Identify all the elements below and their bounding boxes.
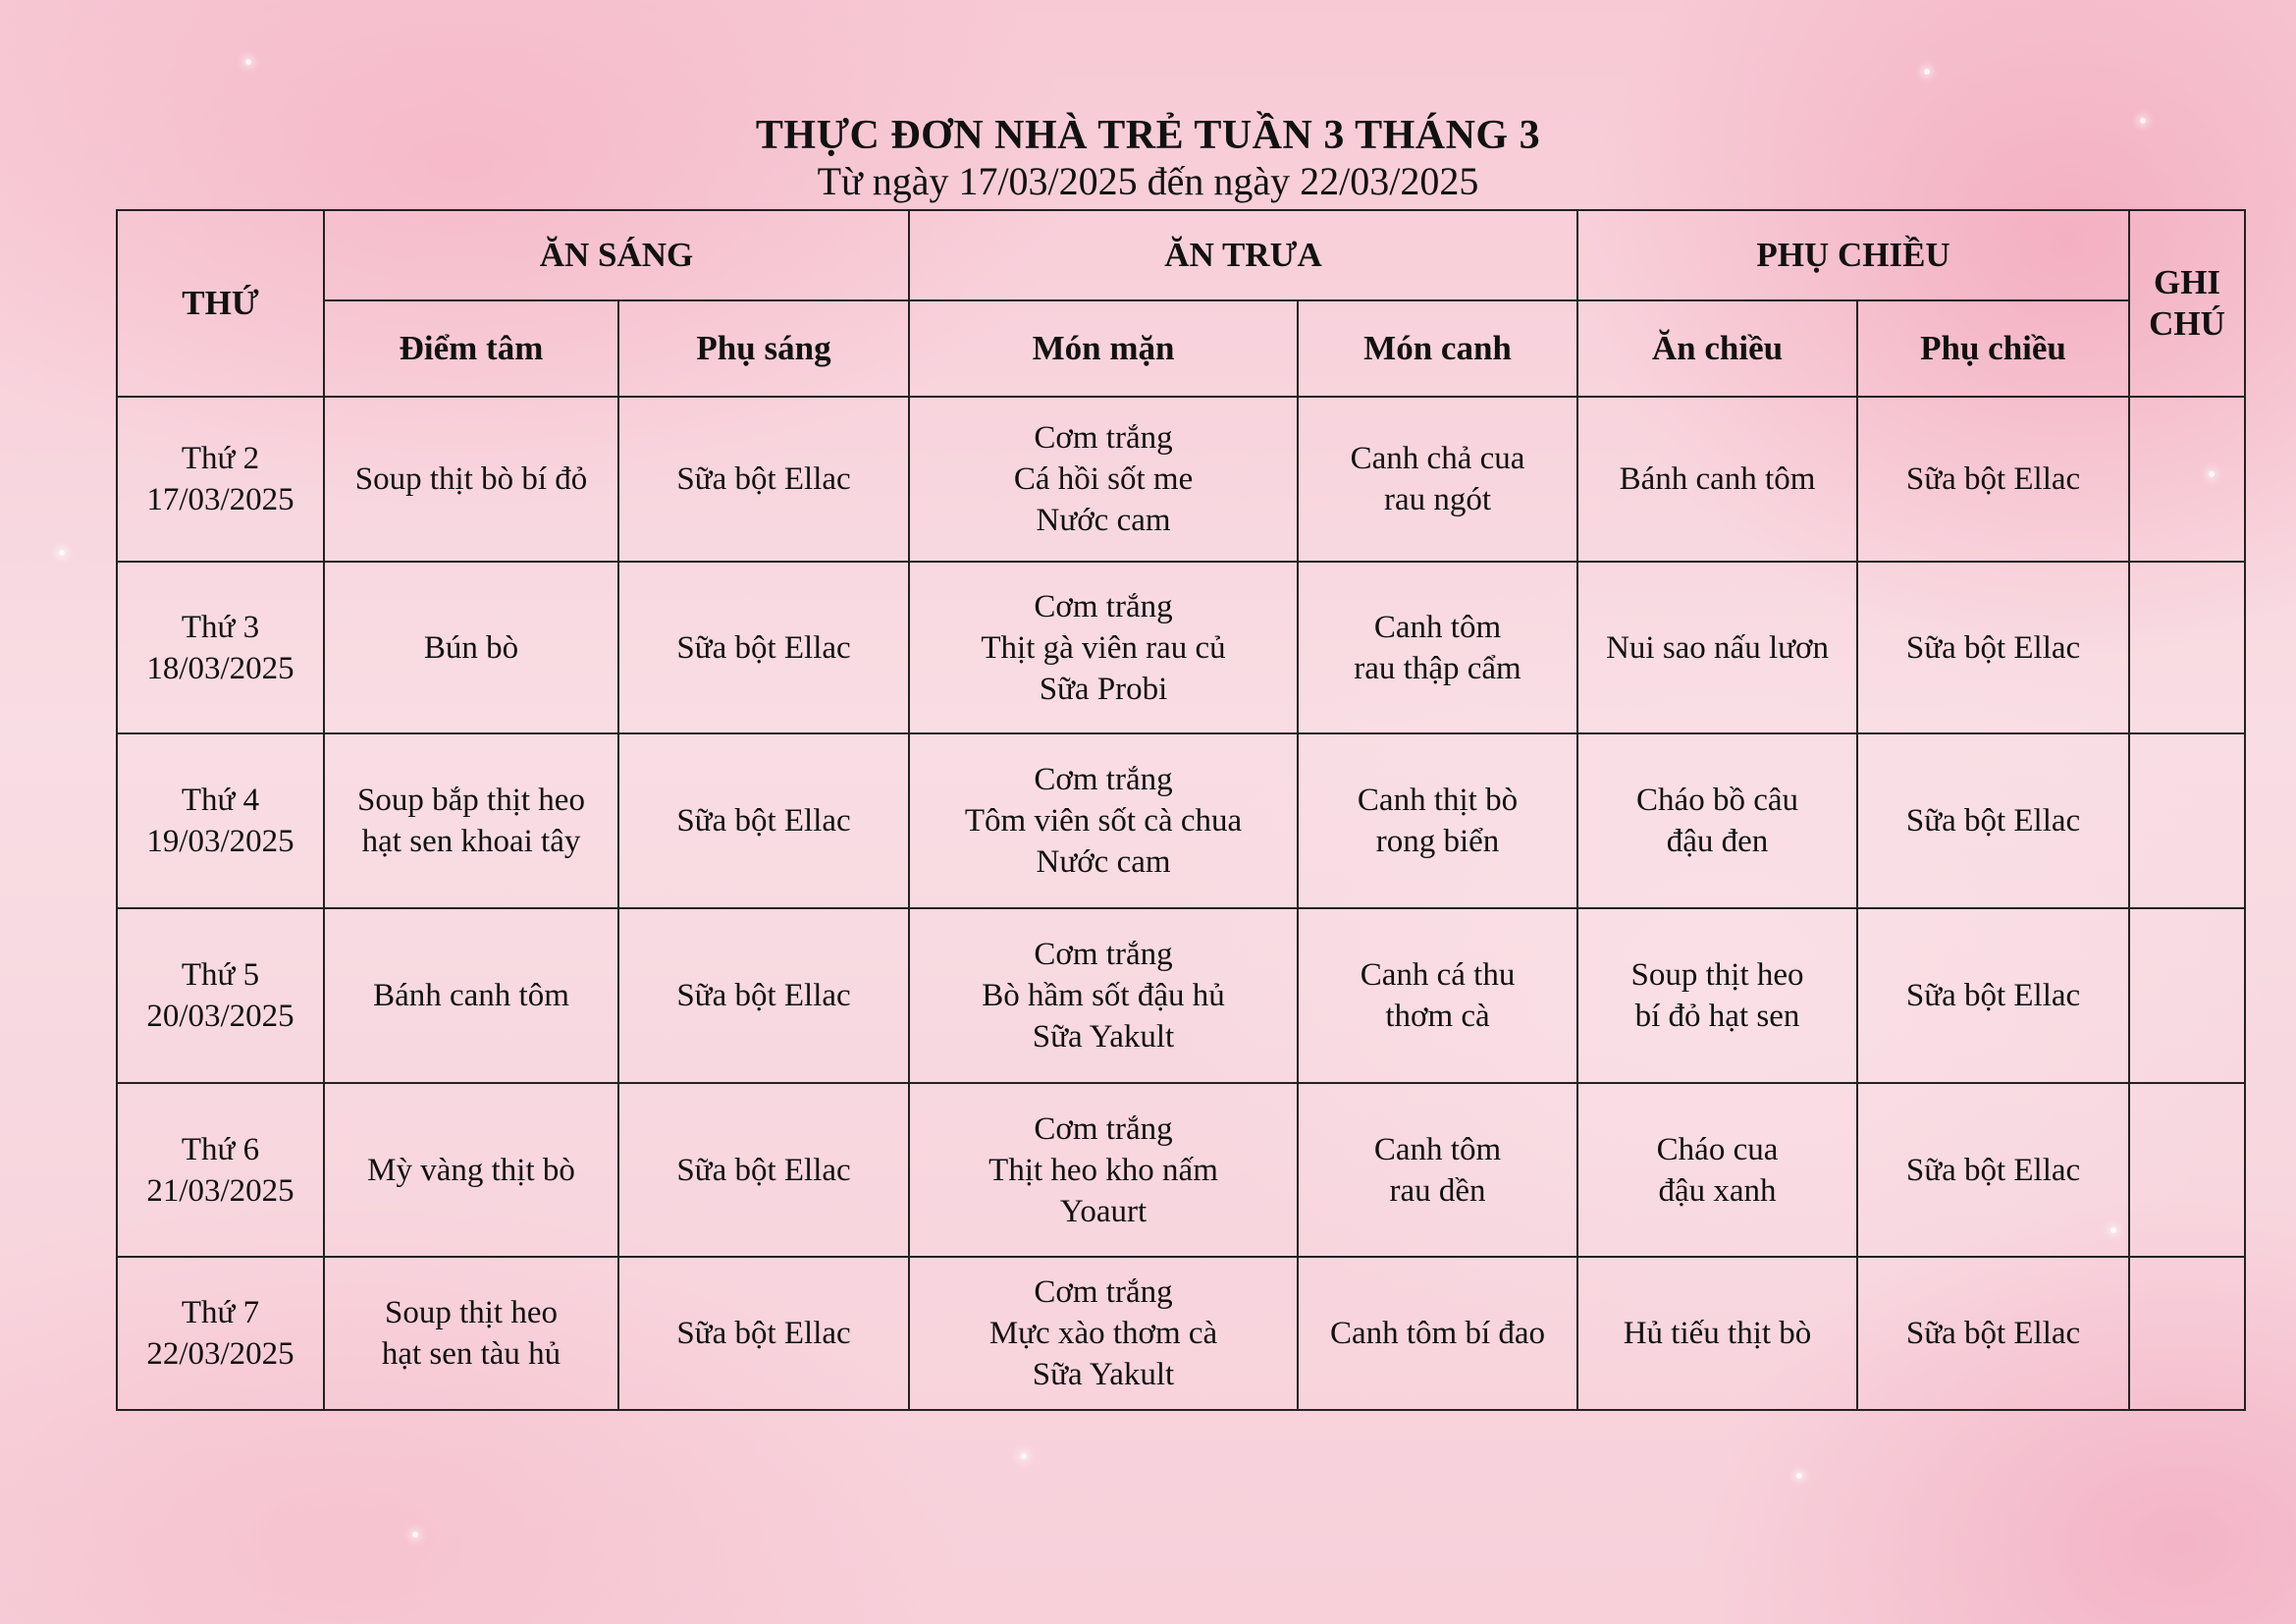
dish-line: Thịt heo kho nấm [988,1152,1218,1188]
table-row [117,1257,2245,1410]
table-row [117,1083,2245,1257]
day-line: Thứ 6 [181,1131,260,1167]
dish-line: Nước cam [1036,503,1171,538]
sparkle-decoration [1021,1453,1027,1459]
lunch-soup-cell [1298,562,1577,733]
dish-line: Soup thịt heo [1630,957,1804,993]
afternoon-meal-cell [1577,908,1857,1083]
afternoon-side-cell [1857,1083,2129,1257]
dish-line: Sữa bột Ellac [1905,978,2081,1013]
day-line: 17/03/2025 [146,482,294,517]
breakfast-main-cell [324,397,618,562]
dish-line: Canh tôm [1373,1131,1502,1167]
notes-cell [2129,562,2245,733]
afternoon-meal-cell [1577,733,1857,908]
dish-line: Bún bò [423,629,519,666]
dish-line: Cơm trắng [1034,588,1173,624]
lunch-main-cell [909,908,1298,1083]
dish-line: Sữa Yakult [1032,1357,1175,1392]
table-row [117,733,2245,908]
day-line: 21/03/2025 [146,1172,294,1209]
dish-line: Canh chả cua [1350,441,1525,476]
lunch-soup-cell [1298,397,1577,562]
header-notes [2129,210,2245,397]
page-title: THỰC ĐƠN NHÀ TRẺ TUẦN 3 THÁNG 3 [755,113,1541,158]
breakfast-side-cell [618,397,909,562]
day-cell [117,562,324,733]
breakfast-side-cell [618,1083,909,1257]
dish-line: Nui sao nấu lươn [1606,629,1829,666]
table-row [117,397,2245,562]
sparkle-decoration [59,550,65,556]
day-cell [117,1257,324,1410]
dish-line: Sữa bột Ellac [676,1316,851,1351]
day-cell [117,1083,324,1257]
day-line: Thứ 2 [181,441,260,476]
dish-line: Sữa Probi [1039,671,1168,707]
dish-line: Sữa bột Ellac [676,629,851,666]
lunch-main-cell [909,1083,1298,1257]
dish-line: Soup bắp thịt heo [357,783,585,818]
dish-line: Cơm trắng [1034,762,1173,797]
afternoon-meal-cell [1577,1083,1857,1257]
lunch-soup-cell [1298,1083,1577,1257]
breakfast-main-cell [324,1257,618,1410]
dish-line: Sữa Yakult [1032,1019,1175,1055]
dish-line: hạt sen tàu hủ [381,1336,561,1372]
lunch-main-cell [909,1257,1298,1410]
dish-line: Sữa bột Ellac [676,1152,851,1188]
header-lunch-soup: Món canh [1298,300,1577,397]
dish-line: Sữa bột Ellac [1905,1152,2081,1188]
sparkle-decoration [1796,1473,1802,1479]
notes-cell [2129,397,2245,562]
lunch-soup-cell [1298,1257,1577,1410]
page-subtitle: Từ ngày 17/03/2025 đến ngày 22/03/2025 [817,159,1479,203]
dish-line: Canh tôm bí đao [1329,1316,1546,1351]
sparkle-decoration [1924,69,1930,75]
dish-line: Bò hầm sốt đậu hủ [982,978,1225,1013]
day-line: Thứ 5 [181,957,260,993]
menu-table [116,209,2246,1411]
notes-cell [2129,733,2245,908]
dish-line: Thịt gà viên rau củ [981,629,1226,666]
dish-line: Soup thịt bò bí đỏ [354,461,588,497]
notes-cell [2129,908,2245,1083]
table-row [117,562,2245,733]
dish-line: Tôm viên sốt cà chua [964,803,1243,839]
breakfast-side-cell [618,1257,909,1410]
header-breakfast: ĂN SÁNG [324,210,909,300]
menu-body [117,397,2245,1410]
dish-line: Cơm trắng [1034,937,1173,972]
dish-line: Canh thịt bò [1357,783,1519,818]
header-row-groups [117,210,2245,300]
dish-line: Bánh canh tôm [373,978,569,1013]
notes-cell [2129,1257,2245,1410]
day-line: Thứ 3 [181,609,260,645]
table-row [117,908,2245,1083]
dish-line: hạt sen khoai tây [361,824,581,859]
header-afternoon-meal: Ăn chiều [1577,300,1857,397]
day-cell [117,733,324,908]
header-afternoon: PHỤ CHIỀU [1577,210,2129,300]
day-line: Thứ 4 [181,783,260,818]
dish-line: Cơm trắng [1034,1110,1173,1147]
afternoon-side-cell [1857,562,2129,733]
sparkle-decoration [245,59,251,65]
breakfast-main-cell [324,908,618,1083]
dish-line: rau dền [1389,1172,1486,1209]
day-line: Thứ 7 [181,1295,260,1330]
dish-line: Nước cam [1036,844,1171,880]
lunch-soup-cell [1298,733,1577,908]
breakfast-main-cell [324,733,618,908]
afternoon-meal-cell [1577,397,1857,562]
breakfast-side-cell [618,908,909,1083]
afternoon-side-cell [1857,1257,2129,1410]
breakfast-main-cell [324,1083,618,1257]
dish-line: Sữa bột Ellac [676,461,851,497]
header-lunch-main: Món mặn [909,300,1298,397]
dish-line: Cháo bồ câu [1636,783,1798,818]
breakfast-main-cell [324,562,618,733]
dish-line: rau thập cẩm [1354,650,1522,686]
afternoon-side-cell [1857,908,2129,1083]
dish-line: Soup thịt heo [384,1295,558,1330]
dish-line: đậu đen [1666,824,1769,859]
dish-line: Sữa bột Ellac [1905,461,2081,497]
day-line: 19/03/2025 [146,824,294,859]
dish-line: Canh tôm [1373,609,1502,645]
header-breakfast-side: Phụ sáng [618,300,909,397]
dish-line: Mỳ vàng thịt bò [367,1152,575,1188]
dish-line: Cơm trắng [1034,420,1173,456]
dish-line: thơm cà [1385,999,1490,1034]
dish-line: Sữa bột Ellac [676,803,851,839]
dish-line: Canh cá thu [1360,957,1516,993]
day-line: 22/03/2025 [146,1336,294,1372]
lunch-main-cell [909,733,1298,908]
sparkle-decoration [412,1532,418,1538]
dish-line: rau ngót [1383,482,1492,517]
dish-line: bí đỏ hạt sen [1634,999,1800,1034]
afternoon-side-cell [1857,397,2129,562]
dish-line: Bánh canh tôm [1619,461,1816,497]
dish-line: Sữa bột Ellac [1905,803,2081,839]
dish-line: Yoaurt [1059,1193,1148,1229]
dish-line: Sữa bột Ellac [1905,1316,2081,1351]
dish-line: Hủ tiếu thịt bò [1623,1316,1812,1351]
dish-line: đậu xanh [1658,1172,1777,1209]
afternoon-side-cell [1857,733,2129,908]
lunch-main-cell [909,562,1298,733]
dish-line: rong biển [1375,824,1500,859]
notes-cell [2129,1083,2245,1257]
day-line: 20/03/2025 [146,999,294,1034]
header-afternoon-side: Phụ chiều [1857,300,2129,397]
header-row-subcolumns [117,300,2245,397]
day-line: 18/03/2025 [146,650,294,686]
lunch-soup-cell [1298,908,1577,1083]
header-breakfast-main: Điểm tâm [324,300,618,397]
lunch-main-cell [909,397,1298,562]
dish-line: Cơm trắng [1034,1274,1173,1310]
breakfast-side-cell [618,562,909,733]
header-notes-line: CHÚ [2149,304,2225,343]
day-cell [117,908,324,1083]
header-notes-line: GHI [2153,263,2221,301]
header-lunch: ĂN TRƯA [909,210,1577,300]
dish-line: Sữa bột Ellac [1905,629,2081,666]
breakfast-side-cell [618,733,909,908]
afternoon-meal-cell [1577,562,1857,733]
afternoon-meal-cell [1577,1257,1857,1410]
dish-line: Mực xào thơm cà [988,1316,1218,1351]
day-cell [117,397,324,562]
dish-line: Sữa bột Ellac [676,978,851,1013]
header-day: THỨ [117,210,324,397]
dish-line: Cháo cua [1656,1131,1779,1167]
dish-line: Cá hồi sốt me [1013,461,1194,497]
